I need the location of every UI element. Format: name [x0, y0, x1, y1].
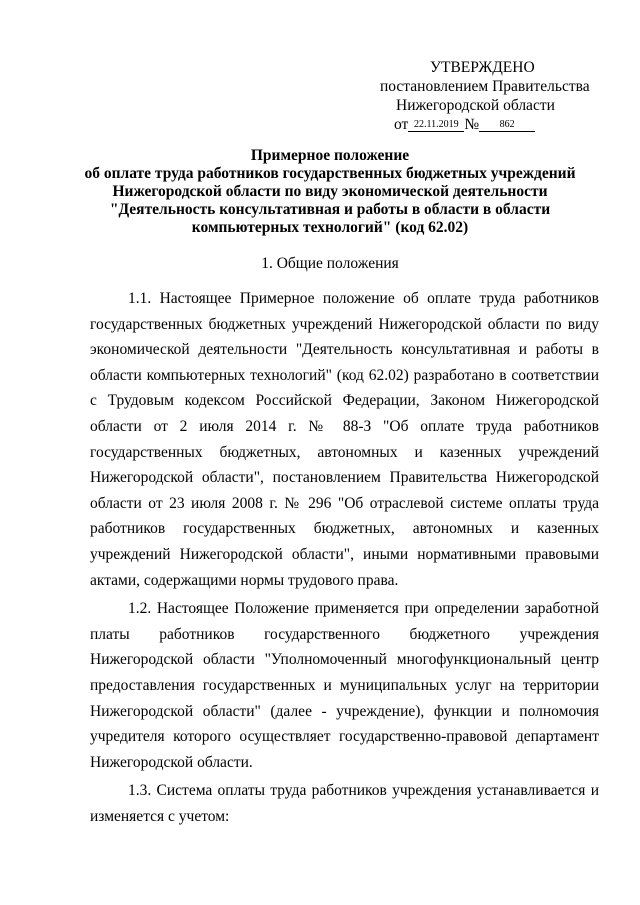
title-line-5: компьютерных технологий" (код 62.02): [191, 219, 469, 236]
document-title: [60, 147, 600, 237]
document-body: [90, 286, 599, 832]
approved-by-resolution: постановлением Правительства: [380, 78, 590, 95]
approved-region: Нижегородской области: [396, 97, 555, 114]
paragraph-1-2: 1.2. Настоящее Положение применяется при определении заработной платы работников государственного бюджетного учреждения Нижегородской области "Уполномоченный многофункциональный центр предоставления государственных и муниципальных услуг на территории Нижегородской области" (далее - учреждение), функции и полномочия учредителя которого осуществляет государственно-правовой департамент Нижегородской области.: [90, 600, 599, 771]
paragraph-1-1: 1.1. Настоящее Примерное положение об оплате труда работников государственных бюджетных учреждений Нижегородской области по виду экономической деятельности "Деятельность консультативная и работы в области компьютерных технологий" (код 62.02) разработано в соответствии с Трудовым кодексом Российской Федерации, Законом Нижегородской области от 2 июля 2014 г. № 88-З "Об оплате труда работников государственных бюджетных, автономных и казенных учреждений Нижегородской области", постановлением Правительства Нижегородской области от 23 июля 2008 г. № 296 "Об отраслевой системе оплаты труда работников государственных бюджетных, автономных и казенных учреждений Нижегородской области", иными нормативными правовыми актами, содержащими нормы трудового права.: [90, 290, 599, 589]
title-line-2: об оплате труда работников государственных бюджетных учреждений: [84, 165, 576, 182]
title-line-3: Нижегородской области по виду экономической деятельности: [112, 183, 548, 200]
number-prefix: №: [464, 116, 480, 133]
title-line-4: "Деятельность консультативная и работы в области в области: [109, 201, 551, 218]
approval-date: 22.11.2019: [408, 119, 464, 132]
approval-number: 862: [479, 119, 535, 132]
approved-label: УТВЕРЖДЕНО: [430, 59, 535, 76]
section-heading: 1. Общие положения: [261, 255, 399, 272]
paragraph-1-3: 1.3. Система оплаты труда работников учреждения устанавливается и изменяется с учетом:: [90, 782, 599, 825]
approval-stamp: [380, 58, 600, 134]
title-line-1: Примерное положение: [250, 147, 410, 164]
approval-date-number-line: [380, 115, 600, 134]
date-prefix: от: [394, 116, 409, 133]
